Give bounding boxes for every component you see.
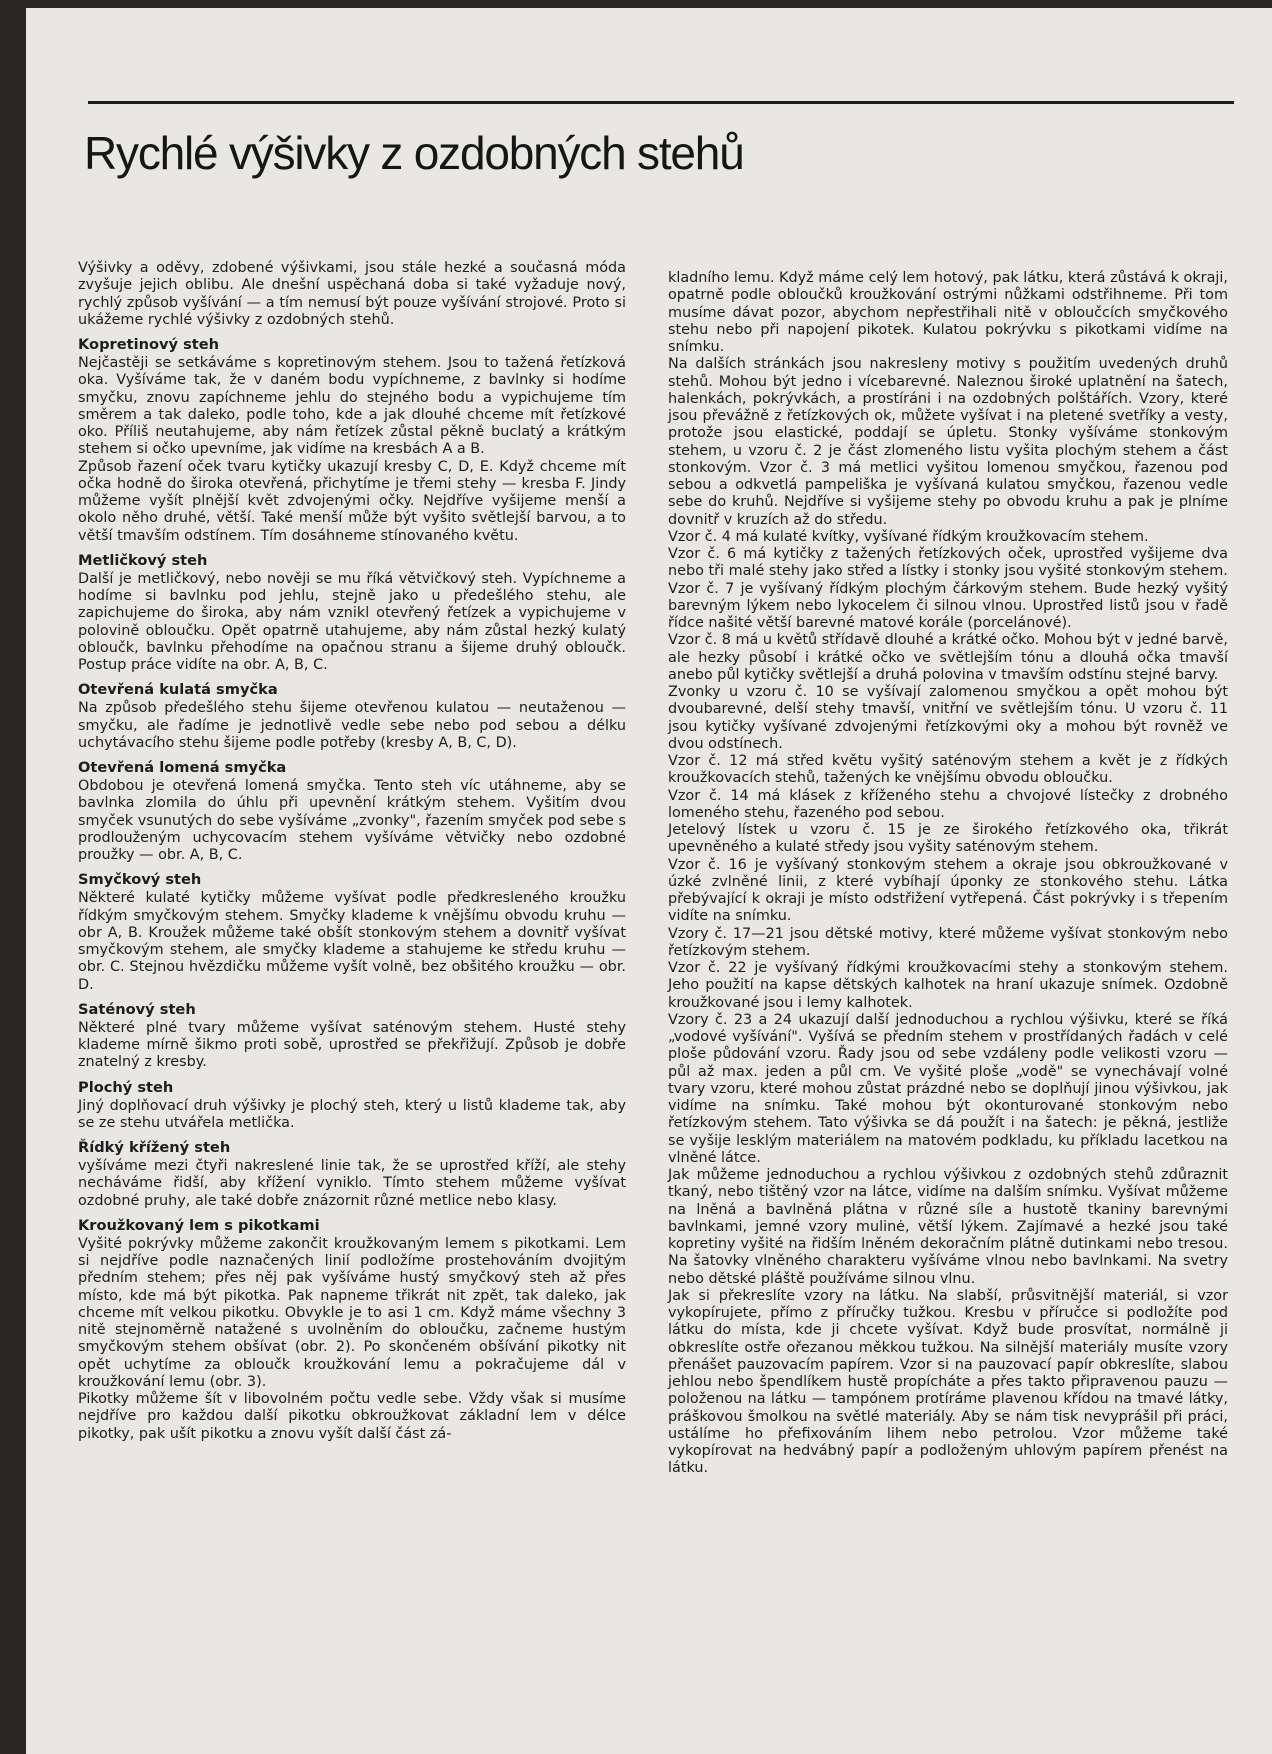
paragraph: Jak si překreslíte vzory na látku. Na slabší, průsvitnější materiál, si vzor vykopírujete, přímo z příručky tužkou. Kresbu v příručce si podložíte pod látku do místa, kde ji chcete vyšívat. Když bude prosvítat, normálně ji obkreslíte ostře ořezanou měkkou tužkou. Na silnější materiály musíte vzory přenášet pauzovacím papírem. Vzor si na pauzovací papír obkreslíte, slabou jehlou nebo špendlíkem hustě propícháte a přes takto připravenou pauzu — položenou na látku — tampónem protíráme plavenou křídou na tmavé látky, práškovou šmolkou na světlé materiály. Aby se nám tisk nevyprášil při práci, ustálíme ho přefixováním lihem nebo petrolou. Vzor můžeme také vykopírovat na hedvábný papír a podloženým uhlovým papírem přenést na látku. (668, 1287, 1228, 1477)
right-text-column (668, 270, 1228, 1478)
paragraph: Vzor č. 22 je vyšívaný řídkými kroužkovacími stehy a stonkovým stehem. Jeho použití na kapse dětských kalhotek na hraní ukazuje snímek. Ozdobně kroužkované jsou i lemy kalhotek. (668, 960, 1228, 1011)
paragraph: Výšivky a oděvy, zdobené výšivkami, jsou stále hezké a současná móda zvyšuje jejich oblibu. Ale dnešní uspěchaná doba si také vyžaduje nový, rychlý způsob vyšívání — a tím nemusí být pouze vyšívání strojové. Proto si ukážeme rychlé výšivky z ozdobných stehů. (78, 260, 626, 328)
paragraph: Na způsob předešlého stehu šijeme otevřenou kulatou — neutaženou — smyčku, ale řadíme je jednotlivě vedle sebe nebo pod sebou a délku uchytávacího stehu šijeme podle potřeby (kresby A, B, C, D). (78, 700, 626, 751)
paragraph: Způsob řazení oček tvaru kytičky ukazují kresby C, D, E. Když chceme mít očka hodně do široka otevřená, přichytíme je třemi stehy — kresba F. Jindy můžeme vyšít plnější květ zdvojenými očky. Nejdříve vyšijeme menší a okolo něho druhé, větší. Také menší může být vyšito světlejší barvou, a to větší tmavším odstínem. Tím dosáhneme stínovaného květu. (78, 458, 626, 544)
paragraph: Pikotky můžeme šít v libovolném počtu vedle sebe. Vždy však si musíme nejdříve pro každou další pikotku obkroužkovat základní lem v délce pikotky, pak ušít pikotku a znovu vyšít další část zá- (78, 1391, 626, 1442)
section-heading: Kopretinový steh (78, 336, 220, 353)
article-title: Rychlé výšivky z ozdobných stehů (84, 127, 744, 179)
paragraph: Jetelový lístek u vzoru č. 15 je ze širokého řetízkového oka, třikrát upevněného a kulaté středy jsou vyšity saténovým stehem. (668, 822, 1228, 856)
section-heading: Řídký křížený steh (78, 1139, 231, 1156)
paragraph: Vyšité pokrývky můžeme zakončit kroužkovaným lemem s pikotkami. Lem si nejdříve podle naznačených linií podložíme prostehováním dvojitým předním stehem; přes něj pak vyšíváme hustý smyčkový steh až přes místo, kde má být pikotka. Pak napneme třikrát nit zpět, tak daleko, jak chceme mít velkou pikotku. Obvykle je to asi 1 cm. Když máme všechny 3 nitě stejnoměrně natažené s uvolněním do obloučku, začneme hustým smyčkovým stehem obšívat (obr. 2). Po skončeném obšívání pikotky nit opět uchytíme za obloučk kroužkování lemu a pokračujeme dál v kroužkování lemu (obr. 3). (78, 1235, 626, 1390)
paragraph: Vzor č. 7 je vyšívaný řídkým plochým čárkovým stehem. Bude hezký vyšitý barevným lýkem nebo lykocelem či silnou vlnou. Uprostřed listů jsou v řadě řídce našité větší barevné matové korále (porcelánové). (668, 580, 1228, 631)
section-heading: Plochý steh (78, 1078, 174, 1096)
paragraph: Vzor č. 16 je vyšívaný stonkovým stehem a okraje jsou obkroužkované v úzké zvlněné linii, z které vybíhají úponky ze stonkového stehu. Látka přebývající k okraji je místo odstřižení vytřepená. Část pokrývky i s třepením vidíte na snímku. (668, 856, 1228, 925)
paragraph: Některé kulaté kytičky můžeme vyšívat podle předkresleného kroužku řídkým smyčkovým stehem. Smyčky klademe k vnějšímu obvodu kruhu — obr A, B. Kroužek můžeme také obšít stonkovým stehem a dovnitř vyšívat smyčkovým stehem, ale smyčky klademe a stahujeme ke středu kruhu — obr. C. Stejnou hvězdičku můžeme vyšít volně, bez obšitého kroužku — obr. D. (78, 890, 626, 993)
paragraph: Vzor č. 14 má klásek z kříženého stehu a chvojové lístečky z drobného lomeného stehu, řazeného pod sebou. (668, 787, 1228, 821)
paragraph: Některé plné tvary můžeme vyšívat saténovým stehem. Husté stehy klademe mírně šikmo proti sobě, uprostřed se překřižují. Způsob je dobře znatelný z kresby. (78, 1019, 626, 1071)
paragraph: kladního lemu. Když máme celý lem hotový, pak látku, která zůstává k okraji, opatrně podle obloučků kroužkování ostrými nůžkami odstřihneme. Při tom musíme dávat pozor, abychom nepřestřihali nitě v obloučcích smyčkového stehu nebo při napojení pikotek. Kulatou pokrývku s pikotkami vidíme na snímku. (668, 270, 1228, 355)
paragraph: Na dalších stránkách jsou nakresleny motivy s použitím uvedených druhů stehů. Mohou být jedno i vícebarevné. Naleznou široké uplatnění na šatech, halenkách, pokrývkách, a prostíráni i na ozdobných polštářích. Vzory, které jsou převážně z řetízkových ok, můžete vyšívat i na pletené svetříky a vesty, protože jsou elastické, poddají se úpletu. Stonky vyšíváme stonkovým stehem, u vzoru č. 2 je část zlomeného listu vyšita plochým stehem a část stonkovým. Vzor č. 3 má metlici vyšitou lomenou smyčkou, řazenou pod sebou a odkvetlá pampeliška je vyšívaná kulatou smyčkou, řazenou vedle sebe do kruhů. Nejdříve si vyšijeme stehy po obvodu kruhu a pak je plníme dovnitř v kruzích až do středu. (668, 356, 1228, 528)
magazine-page (26, 8, 1272, 1754)
section-heading: Otevřená lomená smyčka (78, 759, 287, 776)
paragraph: Vzory č. 17—21 jsou dětské motivy, které můžeme vyšívat stonkovým nebo řetízkovým stehem. (668, 925, 1228, 959)
paragraph: Nejčastěji se setkáváme s kopretinovým stehem. Jsou to tažená řetízková oka. Vyšíváme tak, že v daném bodu vypíchneme, z bavlnky si hodíme smyčku, znovu zapíchneme jehlu do stejného bodu a vypichujeme tím směrem a tak daleko, podle toho, kde a jak dlouhé chceme mít řetízkové oko. Příliš neutahujeme, aby nám řetízek zůstal pěkně buclatý a krátkým stehem si očko upevníme, jak vidíme na kresbách A a B. (78, 355, 626, 458)
section-heading: Smyčkový steh (78, 871, 202, 889)
paragraph: Vzor č. 4 má kulaté kvítky, vyšívané řídkým kroužkovacím stehem. (668, 528, 1149, 545)
paragraph: Vzory č. 23 a 24 ukazují další jednoduchou a rychlou výšivku, které se říká „vodové vyšívání". Vyšívá se předním stehem v prostřídaných řadách v celé ploše půdování vzoru. Řady jsou od sebe vzdáleny podle velikosti vzoru — půl až max. jeden a půl cm. Ve vyšité ploše „vodě" se vynechávají volné tvary vzoru, které mohou zůstat prázdné nebo se doplňují jinou výšivkou, jak vidíme na snímku. Také mohou být okonturované stonkovým nebo řetízkovým stehem. Tato výšivka se dá použít i na šatech: je pěkná, jestliže se vyšije lesklým materiálem na matovém podkladu, ku příkladu lacetkou na vlněné látce. (668, 1011, 1228, 1166)
section-heading: Kroužkovaný lem s pikotkami (78, 1216, 320, 1234)
paragraph: Zvonky u vzoru č. 10 se vyšívají zalomenou smyčkou a opět mohou být dvoubarevné, delší stehy tmavší, vnitřní ve světlejším tónu. U vzoru č. 11 jsou kytičky vyšívané zdvojenými řetízkovými oky a mohou být rovněž ve dvou odstínech. (668, 684, 1228, 752)
paragraph: Obdobou je otevřená lomená smyčka. Tento steh víc utáhneme, aby se bavlnka zlomila do úhlu při upevnění krátkým stehem. Vyšitím dvou smyček vsunutých do sebe vyšíváme „zvonky", řazením smyček pod sebe s prodlouženým uchycovacím stehem vyšíváme větvičky nebo ozdobné proužky — obr. A, B, C. (78, 778, 626, 863)
paragraph: Vzor č. 12 má střed květu vyšitý saténovým stehem a květ je z řídkých kroužkovacích stehů, tažených ke vnějšímu obvodu obloučku. (668, 753, 1228, 787)
left-text-column (78, 260, 626, 1443)
paragraph: Vzor č. 8 má u květů střídavě dlouhé a krátké očko. Mohou být v jedné barvě, ale hezky působí i krátké očko ve světlejším tónu a dlouhá očka tmavší anebo půl kytičky světlejší a druhá polovina v tmavším odstínu stejné barvy. (668, 632, 1228, 683)
section-heading: Metličkový steh (78, 551, 208, 569)
paragraph: Jiný doplňovací druh výšivky je plochý steh, který u listů klademe tak, aby se ze stehu utvářela metlička. (78, 1097, 626, 1131)
paragraph: Jak můžeme jednoduchou a rychlou výšivkou z ozdobných stehů zdůraznit tkaný, nebo tištěný vzor na látce, vidíme na dalším snímku. Vyšívat můžeme na lněná a bavlněná plátna v různé síle a hustotě tkaniny barevnými bavlnkami, jemné vzory mulinė, větší lýkem. Zajímavé a hezké jsou také kopretiny vyšité na řidším lněném dekoračním plátně dutinkami nebo tresou. Na šatovky vlněného charakteru vyšíváme vlnou nebo bavlnkami. Na svetry nebo dětské pláště používáme silnou vlnu. (668, 1167, 1228, 1287)
section-heading: Otevřená kulatá smyčka (78, 681, 278, 699)
paragraph: Další je metličkový, nebo nověji se mu říká větvičkový steh. Vypíchneme a hodíme si bavlnku pod jehlu, stejně jako u předešlého stehu, ale zapichujeme do široka, aby nám vznikl otevřený řetízek a vypichujeme v polovině obloučku. Opět opatrně utahujeme, aby nám zůstal hezký kulatý obloučk, bavlnku přehodíme na opačnou stranu a šijeme druhý obloučk. Postup práce vidíte na obr. A, B, C. (78, 570, 626, 673)
paragraph: vyšíváme mezi čtyři nakreslené linie tak, že se uprostřed kříží, ale stehy necháváme řidší, aby křížení vyniklo. Tímto stehem můžeme vyšívat ozdobné pruhy, ale také dobře znázornit různé metlice nebo klasy. (78, 1158, 626, 1209)
section-heading: Saténový steh (78, 1000, 196, 1018)
paragraph: Vzor č. 6 má kytičky z tažených řetízkových oček, uprostřed vyšijeme dva nebo tři malé stehy jako střed a lístky i stonky jsou vyšité stonkovým stehem. (668, 546, 1228, 580)
header-rule (88, 101, 1234, 104)
